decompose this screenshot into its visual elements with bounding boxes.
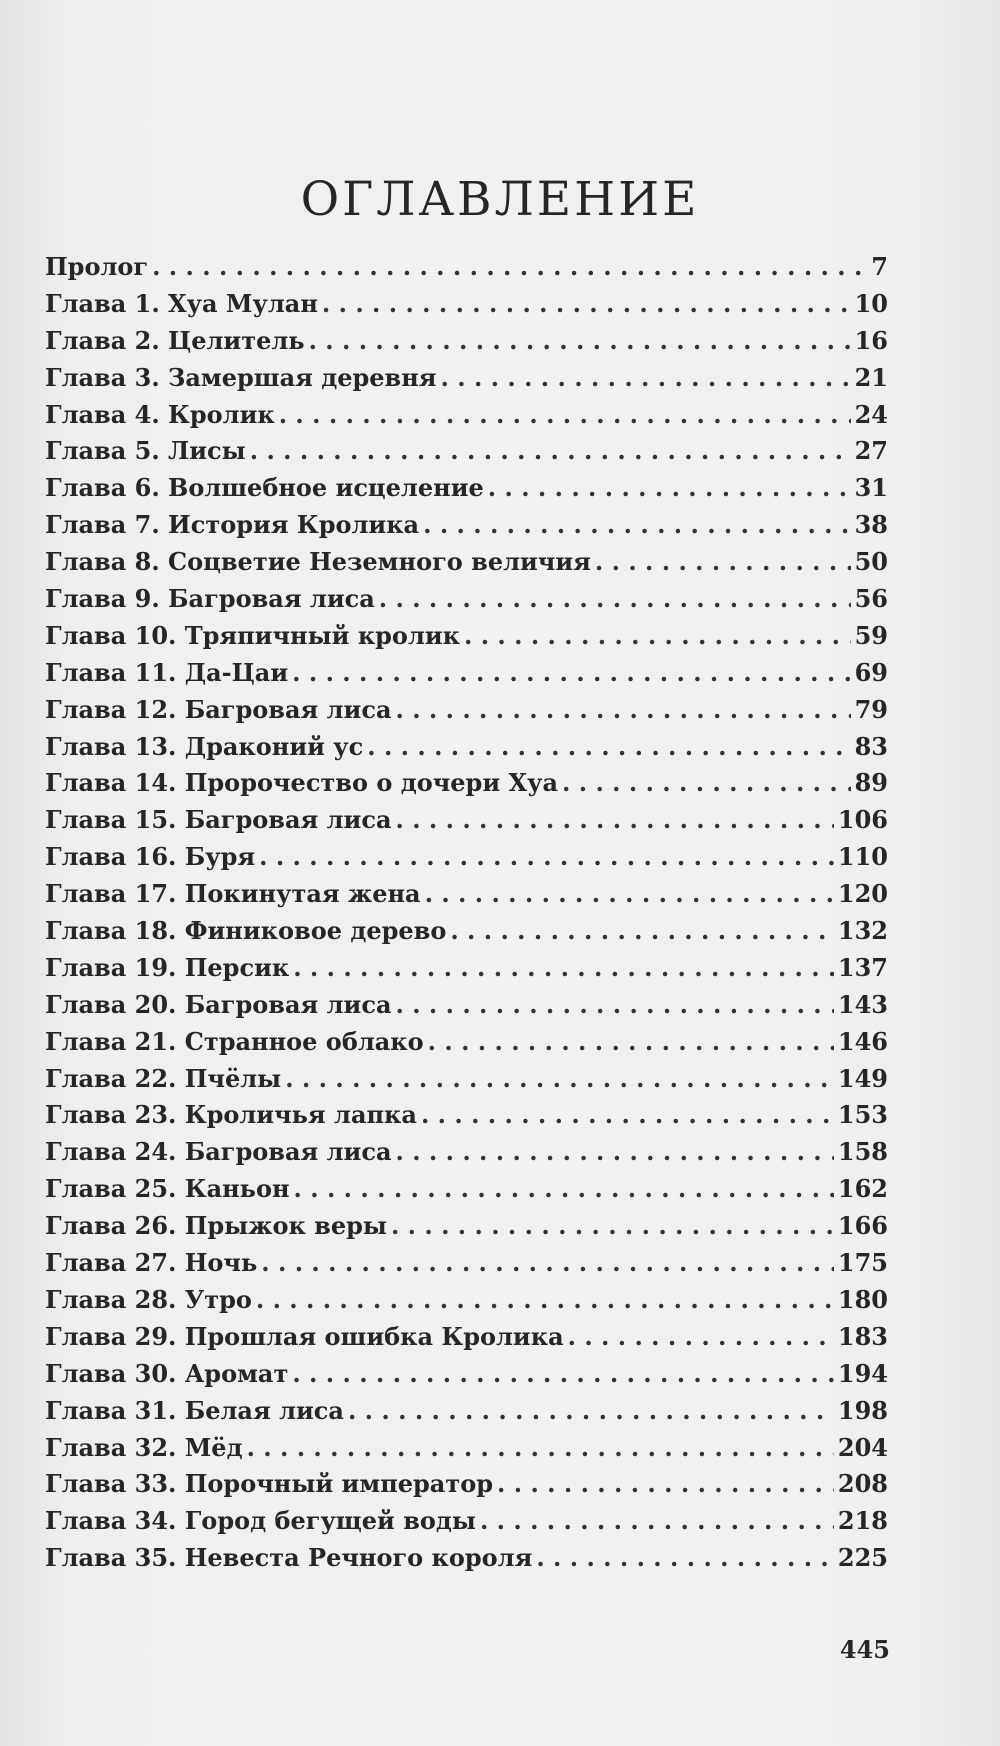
toc-entry	[45, 953, 888, 990]
toc-entry	[45, 510, 888, 547]
toc-entry	[45, 658, 888, 695]
dot-leader	[425, 879, 834, 908]
dot-leader	[247, 1433, 834, 1462]
dot-leader	[595, 547, 851, 576]
toc-entry-title: Глава 2. Целитель	[45, 325, 305, 355]
toc-entry-page: 10	[854, 288, 888, 318]
toc-entry-page: 153	[837, 1100, 888, 1130]
toc-entry	[45, 1506, 888, 1543]
toc-entry-page: 225	[837, 1543, 888, 1573]
toc-entry-page: 16	[854, 325, 888, 355]
toc-entry-page: 208	[837, 1469, 888, 1499]
toc-entry	[45, 363, 888, 400]
toc-entry-page: 38	[854, 510, 888, 540]
dot-leader	[285, 1064, 834, 1093]
toc-entry-title: Глава 23. Кроличья лапка	[45, 1100, 417, 1130]
toc-entry-page: 149	[837, 1063, 888, 1093]
toc-entry-title: Глава 19. Персик	[45, 952, 290, 982]
toc-entry-page: 50	[854, 547, 888, 577]
toc-entry-page: 110	[837, 842, 888, 872]
toc-entry-page: 175	[837, 1248, 888, 1278]
dot-leader	[480, 1506, 834, 1535]
dot-leader	[294, 1174, 834, 1203]
toc-entry-page: 24	[854, 399, 888, 429]
dot-leader	[396, 1137, 834, 1166]
toc-entry-title: Глава 7. История Кролика	[45, 510, 420, 540]
toc-entry-title: Глава 24. Багровая лиса	[45, 1137, 392, 1167]
dot-leader	[261, 1248, 834, 1277]
toc-entry-page: 7	[871, 252, 888, 281]
dot-leader	[421, 1100, 834, 1129]
toc-entry-title: Глава 6. Волшебное исцеление	[45, 473, 484, 503]
dot-leader	[309, 326, 851, 355]
toc-entry	[45, 768, 888, 805]
toc-entry-title: Глава 18. Финиковое дерево	[45, 916, 447, 946]
dot-leader	[396, 990, 834, 1019]
dot-leader	[292, 1359, 834, 1388]
toc-entry-page: 31	[854, 473, 888, 503]
toc-entry-page: 146	[837, 1026, 888, 1056]
toc-entry	[45, 621, 888, 658]
dot-leader	[367, 732, 850, 761]
dot-leader	[348, 1396, 834, 1425]
toc-entry	[45, 1469, 888, 1506]
toc-entry	[45, 1322, 888, 1359]
dot-leader	[441, 363, 851, 392]
toc-entry-title: Глава 16. Буря	[45, 842, 256, 872]
toc-entry-page: 158	[837, 1137, 888, 1167]
toc-entry-title: Глава 12. Багровая лиса	[45, 694, 392, 724]
toc-entry-title: Глава 11. Да-Цаи	[45, 657, 289, 687]
toc-entry	[45, 990, 888, 1027]
toc-entry	[45, 916, 888, 953]
toc-entry	[45, 1359, 888, 1396]
dot-leader	[428, 1027, 834, 1056]
toc-entry-page: 183	[837, 1321, 888, 1351]
toc-entry	[45, 1137, 888, 1174]
dot-leader	[450, 916, 834, 945]
toc-entry-title: Глава 27. Ночь	[45, 1248, 258, 1278]
dot-leader	[379, 584, 851, 613]
toc-entry-title: Глава 21. Странное облако	[45, 1026, 424, 1056]
toc-entry-title: Пролог	[45, 252, 149, 281]
dot-leader	[152, 252, 867, 281]
toc-entry-title: Глава 31. Белая лиса	[45, 1395, 344, 1425]
toc-entry	[45, 1248, 888, 1285]
toc-entry	[45, 1174, 888, 1211]
toc-entry-title: Глава 5. Лисы	[45, 436, 246, 466]
toc-entry-title: Глава 26. Прыжок веры	[45, 1211, 387, 1241]
toc-entry-page: 218	[837, 1506, 888, 1536]
toc-entry	[45, 842, 888, 879]
toc-entry-page: 204	[837, 1432, 888, 1462]
toc-entry-title: Глава 20. Багровая лиса	[45, 989, 392, 1019]
toc-entry	[45, 1027, 888, 1064]
dot-leader	[279, 400, 851, 429]
toc-entry-page: 89	[854, 768, 888, 798]
toc-entry-title: Глава 32. Мёд	[45, 1432, 243, 1462]
dot-leader	[391, 1211, 834, 1240]
dot-leader	[423, 510, 850, 539]
dot-leader	[256, 1285, 834, 1314]
toc-entry	[45, 1543, 888, 1580]
toc-entry	[45, 400, 888, 437]
dot-leader	[250, 436, 851, 465]
toc-entry-title: Глава 15. Багровая лиса	[45, 805, 392, 835]
toc-entry-page: 21	[854, 362, 888, 392]
toc-entry	[45, 1211, 888, 1248]
toc-entry-page: 132	[837, 916, 888, 946]
toc-entry-page: 194	[837, 1358, 888, 1388]
toc-entry	[45, 584, 888, 621]
toc-entry-title: Глава 3. Замершая деревня	[45, 362, 437, 392]
page-number: 445	[839, 1635, 890, 1664]
toc-entry	[45, 695, 888, 732]
table-of-contents	[45, 252, 888, 1580]
toc-entry-page: 162	[837, 1174, 888, 1204]
dot-leader	[536, 1543, 834, 1572]
toc-entry-title: Глава 34. Город бегущей воды	[45, 1506, 476, 1536]
toc-entry-page: 59	[854, 620, 888, 650]
toc-entry-page: 69	[854, 657, 888, 687]
dot-leader	[562, 768, 851, 797]
dot-leader	[568, 1322, 834, 1351]
toc-entry-page: 143	[837, 989, 888, 1019]
toc-entry-title: Глава 30. Аромат	[45, 1358, 289, 1388]
dot-leader	[322, 289, 851, 318]
dot-leader	[488, 473, 851, 502]
toc-entry-page: 120	[837, 879, 888, 909]
toc-entry	[45, 732, 888, 769]
toc-entry	[45, 1064, 888, 1101]
toc-entry	[45, 289, 888, 326]
toc-entry-title: Глава 9. Багровая лиса	[45, 584, 375, 614]
dot-leader	[396, 805, 834, 834]
dot-leader	[292, 658, 850, 687]
toc-entry-title: Глава 1. Хуа Мулан	[45, 288, 318, 318]
toc-entry	[45, 805, 888, 842]
toc-entry	[45, 436, 888, 473]
toc-entry-page: 79	[854, 694, 888, 724]
toc-entry-page: 106	[837, 805, 888, 835]
toc-entry-title: Глава 14. Пророчество о дочери Хуа	[45, 768, 559, 798]
toc-entry-title: Глава 13. Драконий ус	[45, 731, 364, 761]
toc-entry-title: Глава 33. Порочный император	[45, 1469, 494, 1499]
toc-entry-title: Глава 35. Невеста Речного короля	[45, 1543, 533, 1573]
dot-leader	[396, 695, 851, 724]
toc-entry	[45, 252, 888, 289]
toc-entry	[45, 473, 888, 510]
toc-entry	[45, 1285, 888, 1322]
dot-leader	[293, 953, 834, 982]
toc-entry-page: 166	[837, 1211, 888, 1241]
dot-leader	[497, 1469, 834, 1498]
toc-entry-title: Глава 8. Соцветие Неземного величия	[45, 547, 591, 577]
page-title: ОГЛАВЛЕНИЕ	[300, 172, 700, 227]
toc-entry-title: Глава 10. Тряпичный кролик	[45, 620, 460, 650]
toc-entry	[45, 1100, 888, 1137]
toc-entry-title: Глава 25. Каньон	[45, 1174, 290, 1204]
toc-entry-title: Глава 29. Прошлая ошибка Кролика	[45, 1321, 564, 1351]
toc-entry-page: 180	[837, 1284, 888, 1314]
toc-entry	[45, 326, 888, 363]
toc-entry-page: 137	[837, 952, 888, 982]
toc-entry-title: Глава 17. Покинутая жена	[45, 879, 421, 909]
toc-entry-title: Глава 4. Кролик	[45, 399, 275, 429]
toc-entry	[45, 1396, 888, 1433]
toc-entry-page: 83	[854, 731, 888, 761]
dot-leader	[259, 842, 834, 871]
toc-entry-title: Глава 28. Утро	[45, 1284, 252, 1314]
toc-entry-title: Глава 22. Пчёлы	[45, 1063, 282, 1093]
toc-entry-page: 198	[837, 1395, 888, 1425]
toc-entry-page: 27	[854, 436, 888, 466]
toc-entry	[45, 1433, 888, 1470]
toc-entry	[45, 879, 888, 916]
dot-leader	[464, 621, 851, 650]
toc-entry	[45, 547, 888, 584]
toc-entry-page: 56	[854, 584, 888, 614]
